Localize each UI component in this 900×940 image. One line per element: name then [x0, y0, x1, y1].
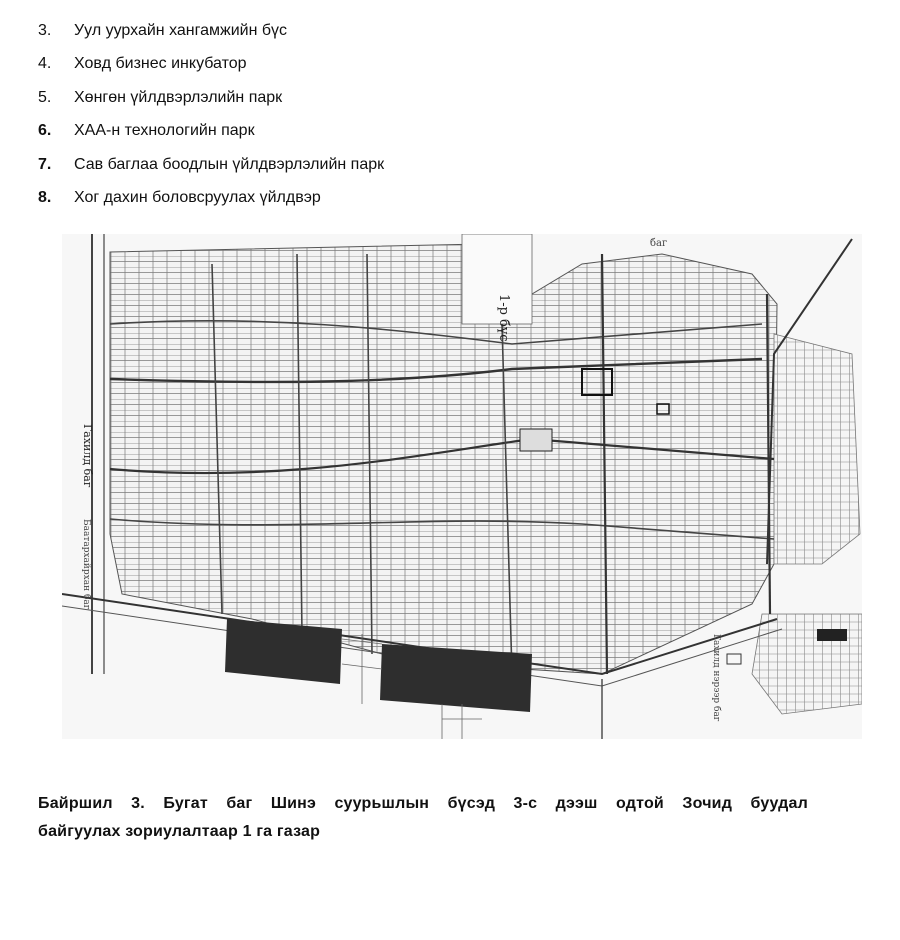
list-number: 8.: [38, 189, 52, 207]
building: [727, 654, 741, 664]
site-map: [62, 234, 862, 739]
list-number: 3.: [38, 21, 52, 39]
list-number: 7.: [38, 155, 52, 173]
urban-area: [110, 244, 777, 674]
list-item: [38, 115, 384, 149]
map-label-southeast: Гахилд нэрээр баг: [711, 634, 721, 722]
proposed-plot: [380, 644, 532, 712]
list-number: 5.: [38, 88, 52, 106]
map-label-bag: баг: [650, 238, 668, 249]
list-text: Уул уурхайн хангамжийн бүс: [74, 21, 288, 39]
caption-line: байгуулах зориулалтаар 1 га газар: [38, 823, 321, 840]
list-text: Хөнгөн үйлдвэрлэлийн парк: [74, 88, 283, 106]
building: [520, 429, 552, 451]
list-item: [38, 182, 384, 216]
building: [817, 629, 847, 641]
urban-area-east: [774, 334, 860, 564]
map-label-1r-bus: 1-р бүс: [496, 294, 511, 342]
caption-line: Байршил 3. Бугат баг Шинэ суурьшлын бүсэд 3-с дээш одтой Зочид буудал: [38, 795, 808, 812]
map-caption: [38, 790, 808, 846]
list-number: 4.: [38, 55, 52, 73]
map-label-baatarhairhan: Баатархайрхан баг: [81, 519, 91, 610]
list-number: 6.: [38, 122, 52, 140]
map-drawing: [62, 234, 862, 739]
list-item: [38, 148, 384, 182]
list-item: [38, 81, 384, 115]
list-text: Сав баглаа боодлын үйлдвэрлэлийн парк: [74, 155, 385, 173]
list-text: ХАА-н технологийн парк: [74, 122, 255, 140]
list-item: [38, 48, 384, 82]
list-item: [38, 14, 384, 48]
numbered-list: [38, 14, 384, 215]
list-text: Хог дахин боловсруулах үйлдвэр: [74, 189, 321, 207]
list-text: Ховд бизнес инкубатор: [74, 55, 247, 73]
proposed-plot: [225, 619, 342, 684]
map-label-gahild-bag: Гахилд баг: [81, 424, 94, 488]
